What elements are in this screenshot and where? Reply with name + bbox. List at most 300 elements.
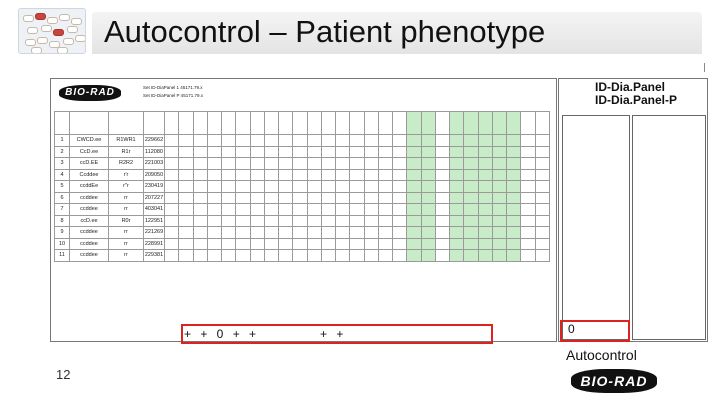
table-cell (350, 227, 364, 239)
table-cell (364, 227, 378, 239)
table-cell (293, 181, 307, 193)
table-cell (264, 215, 278, 227)
table-cell (507, 181, 521, 193)
table-cell (336, 238, 350, 250)
table-cell (336, 250, 350, 262)
table-cell (350, 181, 364, 193)
autocontrol-label: Autocontrol (566, 347, 637, 363)
table-cell (307, 181, 321, 193)
table-cell (492, 227, 506, 239)
table-cell (464, 169, 478, 181)
table-cell (492, 146, 506, 158)
table-cell (321, 181, 335, 193)
table-cell (236, 238, 250, 250)
pill-shape (23, 15, 34, 22)
table-cell (193, 215, 207, 227)
table-cell (507, 135, 521, 147)
row-donor-number: 221269 (144, 227, 165, 239)
table-cell (535, 181, 550, 193)
table-cell (307, 192, 321, 204)
table-cell (307, 227, 321, 239)
table-cell (264, 204, 278, 216)
table-cell (165, 192, 179, 204)
table-cell (407, 227, 421, 239)
table-cell (179, 192, 193, 204)
table-cell (478, 250, 492, 262)
table-cell (435, 192, 449, 204)
table-cell (293, 192, 307, 204)
header-cell (179, 112, 193, 135)
table-cell (321, 135, 335, 147)
bio-rad-logo: BIO-RAD (571, 369, 657, 393)
row-donor-number: 122951 (144, 215, 165, 227)
header-cell (407, 112, 421, 135)
pill-shape (67, 26, 78, 33)
table-cell (321, 158, 335, 170)
table-cell (279, 238, 293, 250)
table-cell (165, 215, 179, 227)
row-phenotype: ccddee (70, 192, 109, 204)
table-cell (393, 146, 407, 158)
header-cell (350, 112, 364, 135)
table-cell (236, 181, 250, 193)
table-cell (492, 158, 506, 170)
table-cell (336, 204, 350, 216)
table-cell (293, 169, 307, 181)
table-cell (450, 238, 464, 250)
header-cell (70, 112, 109, 135)
table-cell (421, 238, 435, 250)
table-cell (507, 238, 521, 250)
table-cell (222, 227, 236, 239)
table-cell (321, 204, 335, 216)
table-cell (450, 204, 464, 216)
table-cell (336, 135, 350, 147)
row-donor-number: 221003 (144, 158, 165, 170)
table-cell (222, 215, 236, 227)
table-cell (450, 181, 464, 193)
table-cell (279, 227, 293, 239)
table-row (55, 227, 550, 239)
table-cell (236, 215, 250, 227)
pill-shape (35, 13, 46, 20)
row-code: r'r (109, 169, 144, 181)
header-cell (464, 112, 478, 135)
table-cell (435, 227, 449, 239)
table-cell (264, 181, 278, 193)
table-cell (450, 135, 464, 147)
table-cell (464, 181, 478, 193)
row-number: 6 (55, 192, 70, 204)
table-cell (350, 135, 364, 147)
row-number: 10 (55, 238, 70, 250)
table-cell (250, 250, 264, 262)
table-cell (535, 204, 550, 216)
table-cell (407, 250, 421, 262)
table-cell (179, 135, 193, 147)
table-cell (421, 135, 435, 147)
table-cell (521, 181, 535, 193)
table-cell (364, 181, 378, 193)
row-phenotype: ccddee (70, 227, 109, 239)
table-cell (236, 169, 250, 181)
table-cell (378, 146, 392, 158)
row-number: 8 (55, 215, 70, 227)
row-phenotype: Ccddee (70, 169, 109, 181)
row-code: R2R2 (109, 158, 144, 170)
header-cell (364, 112, 378, 135)
antigram-sheet (50, 78, 557, 342)
table-cell (521, 192, 535, 204)
table-cell (279, 135, 293, 147)
table-cell (222, 204, 236, 216)
table-cell (450, 169, 464, 181)
header-cell (193, 112, 207, 135)
result-column-left (562, 115, 630, 340)
table-cell (492, 181, 506, 193)
table-cell (421, 204, 435, 216)
header-cell (207, 112, 221, 135)
table-cell (207, 146, 221, 158)
row-code: rr (109, 204, 144, 216)
table-cell (435, 158, 449, 170)
table-cell (450, 192, 464, 204)
table-cell (464, 204, 478, 216)
table-cell (250, 192, 264, 204)
table-cell (393, 169, 407, 181)
table-cell (535, 238, 550, 250)
table-cell (393, 192, 407, 204)
table-cell (350, 215, 364, 227)
table-cell (193, 135, 207, 147)
table-cell (307, 146, 321, 158)
row-donor-number: 209050 (144, 169, 165, 181)
table-cell (364, 215, 378, 227)
row-code: R1WR1 (109, 135, 144, 147)
table-row (55, 192, 550, 204)
table-cell (507, 192, 521, 204)
table-cell (393, 215, 407, 227)
table-cell (535, 215, 550, 227)
row-donor-number: 403041 (144, 204, 165, 216)
table-cell (336, 192, 350, 204)
table-cell (364, 158, 378, 170)
table-cell (193, 204, 207, 216)
table-cell (421, 192, 435, 204)
table-row (55, 238, 550, 250)
page-number: 12 (56, 367, 71, 382)
header-cell (450, 112, 464, 135)
table-cell (236, 204, 250, 216)
table-cell (507, 146, 521, 158)
pill-shape (75, 35, 86, 42)
pill-shape (53, 29, 64, 36)
autocontrol-value: 0 (568, 322, 575, 336)
table-cell (293, 250, 307, 262)
table-cell (207, 250, 221, 262)
header-cell (393, 112, 407, 135)
table-cell (222, 238, 236, 250)
row-donor-number: 229381 (144, 250, 165, 262)
table-cell (165, 238, 179, 250)
table-cell (321, 250, 335, 262)
row-code: rr (109, 250, 144, 262)
panel-title (595, 81, 677, 107)
table-cell (179, 158, 193, 170)
table-cell (521, 169, 535, 181)
table-cell (165, 181, 179, 193)
table-cell (478, 169, 492, 181)
table-cell (236, 227, 250, 239)
table-cell (435, 135, 449, 147)
table-cell (478, 238, 492, 250)
pill-shape (47, 17, 58, 24)
table-cell (435, 215, 449, 227)
table-cell (236, 135, 250, 147)
pill-shape (25, 39, 36, 46)
row-phenotype: ccddee (70, 250, 109, 262)
table-cell (279, 250, 293, 262)
row-number: 4 (55, 169, 70, 181)
table-cell (464, 146, 478, 158)
table-cell (421, 181, 435, 193)
row-donor-number: 230419 (144, 181, 165, 193)
header-cell (293, 112, 307, 135)
table-cell (264, 146, 278, 158)
table-cell (535, 135, 550, 147)
table-cell (165, 204, 179, 216)
table-cell (407, 135, 421, 147)
table-cell (264, 158, 278, 170)
table-cell (407, 146, 421, 158)
table-cell (364, 192, 378, 204)
table-cell (207, 135, 221, 147)
table-cell (321, 192, 335, 204)
table-cell (222, 135, 236, 147)
table-cell (407, 158, 421, 170)
table-cell (435, 146, 449, 158)
table-cell (236, 146, 250, 158)
table-cell (207, 215, 221, 227)
table-cell (450, 146, 464, 158)
pill-shape (71, 18, 82, 25)
table-cell (478, 204, 492, 216)
table-cell (535, 250, 550, 262)
table-cell (378, 227, 392, 239)
header-cell (236, 112, 250, 135)
table-cell (364, 146, 378, 158)
table-cell (336, 169, 350, 181)
table-cell (250, 135, 264, 147)
table-cell (250, 158, 264, 170)
table-cell (293, 238, 307, 250)
table-cell (521, 158, 535, 170)
table-cell (207, 181, 221, 193)
table-row (55, 158, 550, 170)
table-cell (378, 238, 392, 250)
table-cell (492, 250, 506, 262)
row-code: rr (109, 192, 144, 204)
table-cell (293, 215, 307, 227)
table-cell (407, 169, 421, 181)
table-cell (307, 238, 321, 250)
table-cell (492, 238, 506, 250)
table-cell (535, 192, 550, 204)
table-cell (393, 181, 407, 193)
table-row (55, 146, 550, 158)
table-cell (179, 169, 193, 181)
row-number: 5 (55, 181, 70, 193)
row-number: 9 (55, 227, 70, 239)
header-cell (378, 112, 392, 135)
table-cell (207, 227, 221, 239)
table-cell (492, 135, 506, 147)
table-cell (321, 146, 335, 158)
header-cell (222, 112, 236, 135)
table-cell (393, 227, 407, 239)
table-cell (336, 215, 350, 227)
table-cell (193, 181, 207, 193)
table-cell (421, 250, 435, 262)
table-cell (507, 158, 521, 170)
table-cell (293, 146, 307, 158)
table-cell (350, 250, 364, 262)
table-row (55, 135, 550, 147)
table-cell (250, 181, 264, 193)
table-cell (165, 250, 179, 262)
table-cell (535, 227, 550, 239)
pill-shape (63, 38, 74, 45)
table-cell (478, 135, 492, 147)
table-cell (222, 146, 236, 158)
table-cell (236, 192, 250, 204)
table-cell (521, 146, 535, 158)
table-cell (179, 215, 193, 227)
table-cell (250, 146, 264, 158)
table-cell (421, 169, 435, 181)
row-phenotype: ccddEe (70, 181, 109, 193)
table-cell (421, 158, 435, 170)
table-cell (293, 227, 307, 239)
table-cell (378, 169, 392, 181)
table-cell (321, 227, 335, 239)
antigram-table (54, 111, 550, 262)
table-cell (165, 227, 179, 239)
table-cell (350, 204, 364, 216)
header-cell (321, 112, 335, 135)
table-cell (378, 250, 392, 262)
table-cell (293, 135, 307, 147)
table-cell (193, 250, 207, 262)
table-cell (492, 169, 506, 181)
header-cell (507, 112, 521, 135)
table-cell (165, 158, 179, 170)
table-cell (378, 192, 392, 204)
row-code: R1r (109, 146, 144, 158)
table-cell (393, 135, 407, 147)
table-cell (293, 204, 307, 216)
table-row (55, 181, 550, 193)
table-cell (222, 158, 236, 170)
result-column-right (632, 115, 706, 340)
table-cell (521, 227, 535, 239)
table-cell (421, 146, 435, 158)
table-cell (236, 250, 250, 262)
sheet-brand-logo: BIO-RAD (59, 85, 121, 101)
table-cell (207, 169, 221, 181)
edge-mark (704, 63, 705, 72)
table-cell (478, 192, 492, 204)
table-cell (378, 204, 392, 216)
side-panel (558, 78, 708, 342)
row-number: 1 (55, 135, 70, 147)
table-cell (350, 146, 364, 158)
table-cell (179, 227, 193, 239)
header-cell (264, 112, 278, 135)
row-number: 11 (55, 250, 70, 262)
header-cell (521, 112, 535, 135)
table-cell (393, 250, 407, 262)
table-cell (435, 238, 449, 250)
table-cell (378, 215, 392, 227)
table-cell (364, 169, 378, 181)
table-cell (364, 135, 378, 147)
table-cell (264, 250, 278, 262)
table-cell (492, 192, 506, 204)
table-cell (407, 215, 421, 227)
table-cell (350, 238, 364, 250)
table-cell (350, 192, 364, 204)
table-cell (378, 181, 392, 193)
table-cell (250, 204, 264, 216)
table-cell (264, 192, 278, 204)
table-cell (350, 169, 364, 181)
row-phenotype: ccD.ee (70, 215, 109, 227)
table-cell (207, 158, 221, 170)
table-cell (478, 181, 492, 193)
table-cell (336, 146, 350, 158)
table-cell (407, 238, 421, 250)
table-cell (222, 169, 236, 181)
header-cell (478, 112, 492, 135)
header-cell (307, 112, 321, 135)
row-donor-number: 207227 (144, 192, 165, 204)
table-cell (293, 158, 307, 170)
header-cell (535, 112, 550, 135)
row-number: 2 (55, 146, 70, 158)
header-cell (336, 112, 350, 135)
table-cell (535, 169, 550, 181)
table-cell (279, 192, 293, 204)
table-cell (435, 204, 449, 216)
table-cell (336, 181, 350, 193)
table-cell (393, 238, 407, 250)
table-row (55, 169, 550, 181)
table-cell (193, 146, 207, 158)
row-code: rr (109, 227, 144, 239)
table-cell (492, 204, 506, 216)
table-cell (521, 250, 535, 262)
table-cell (521, 135, 535, 147)
table-cell (435, 169, 449, 181)
panel-title-line-1: ID-Dia.Panel (595, 80, 666, 94)
table-cell (179, 204, 193, 216)
table-cell (464, 135, 478, 147)
header-cell (421, 112, 435, 135)
table-cell (435, 181, 449, 193)
lot-line-2: Set ID-DiaPanel P 45171.79.x (143, 93, 203, 98)
table-cell (307, 169, 321, 181)
